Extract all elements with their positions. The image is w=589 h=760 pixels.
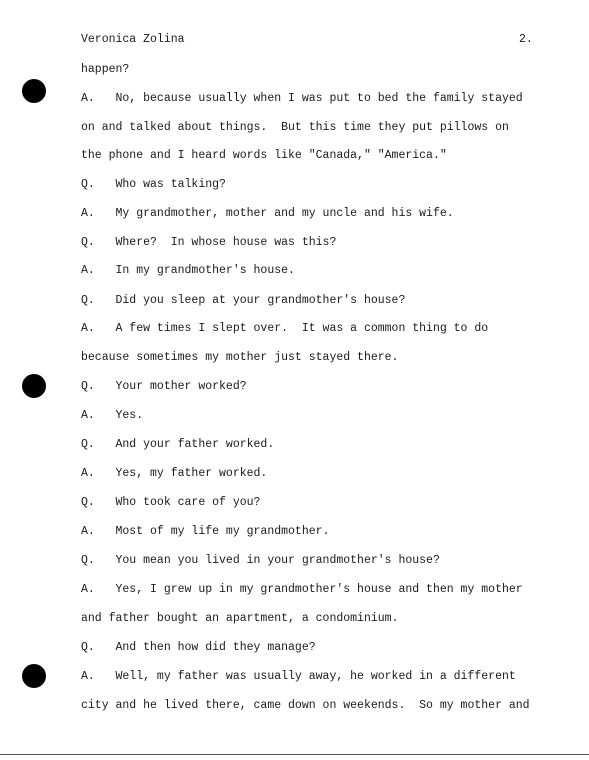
transcript-line: A. Most of my life my grandmother. bbox=[81, 525, 330, 538]
transcript-line: A. My grandmother, mother and my uncle and his wife. bbox=[81, 207, 454, 220]
page-bottom-edge bbox=[0, 754, 589, 755]
transcript-line: Q. And your father worked. bbox=[81, 438, 275, 451]
transcript-line: A. A few times I slept over. It was a common thing to do bbox=[81, 322, 489, 335]
header-name: Veronica Zolina bbox=[81, 33, 185, 46]
transcript-line: the phone and I heard words like "Canada," "America." bbox=[81, 149, 447, 162]
transcript-line: on and talked about things. But this time they put pillows on bbox=[81, 121, 509, 134]
page-number: 2. bbox=[519, 33, 533, 46]
transcript-line: city and he lived there, came down on weekends. So my mother and bbox=[81, 699, 530, 712]
binder-hole-top bbox=[22, 79, 46, 103]
transcript-line: A. Yes. bbox=[81, 409, 144, 422]
transcript-line: happen? bbox=[81, 63, 130, 76]
binder-hole-middle bbox=[22, 374, 46, 398]
transcript-line: Q. Where? In whose house was this? bbox=[81, 236, 337, 249]
transcript-line: Q. And then how did they manage? bbox=[81, 641, 316, 654]
transcript-line: A. In my grandmother's house. bbox=[81, 264, 295, 277]
transcript-line: A. Yes, my father worked. bbox=[81, 467, 268, 480]
transcript-line: and father bought an apartment, a condominium. bbox=[81, 612, 399, 625]
transcript-line: A. Yes, I grew up in my grandmother's house and then my mother bbox=[81, 583, 523, 596]
transcript-line: because sometimes my mother just stayed there. bbox=[81, 351, 399, 364]
binder-hole-bottom bbox=[22, 664, 46, 688]
transcript-line: Q. Who took care of you? bbox=[81, 496, 261, 509]
transcript-line: A. No, because usually when I was put to bed the family stayed bbox=[81, 92, 523, 105]
transcript-line: Q. Did you sleep at your grandmother's house? bbox=[81, 294, 406, 307]
transcript-line: A. Well, my father was usually away, he worked in a different bbox=[81, 670, 516, 683]
transcript-line: Q. Who was talking? bbox=[81, 178, 226, 191]
transcript-line: Q. You mean you lived in your grandmother's house? bbox=[81, 554, 440, 567]
transcript-line: Q. Your mother worked? bbox=[81, 380, 247, 393]
